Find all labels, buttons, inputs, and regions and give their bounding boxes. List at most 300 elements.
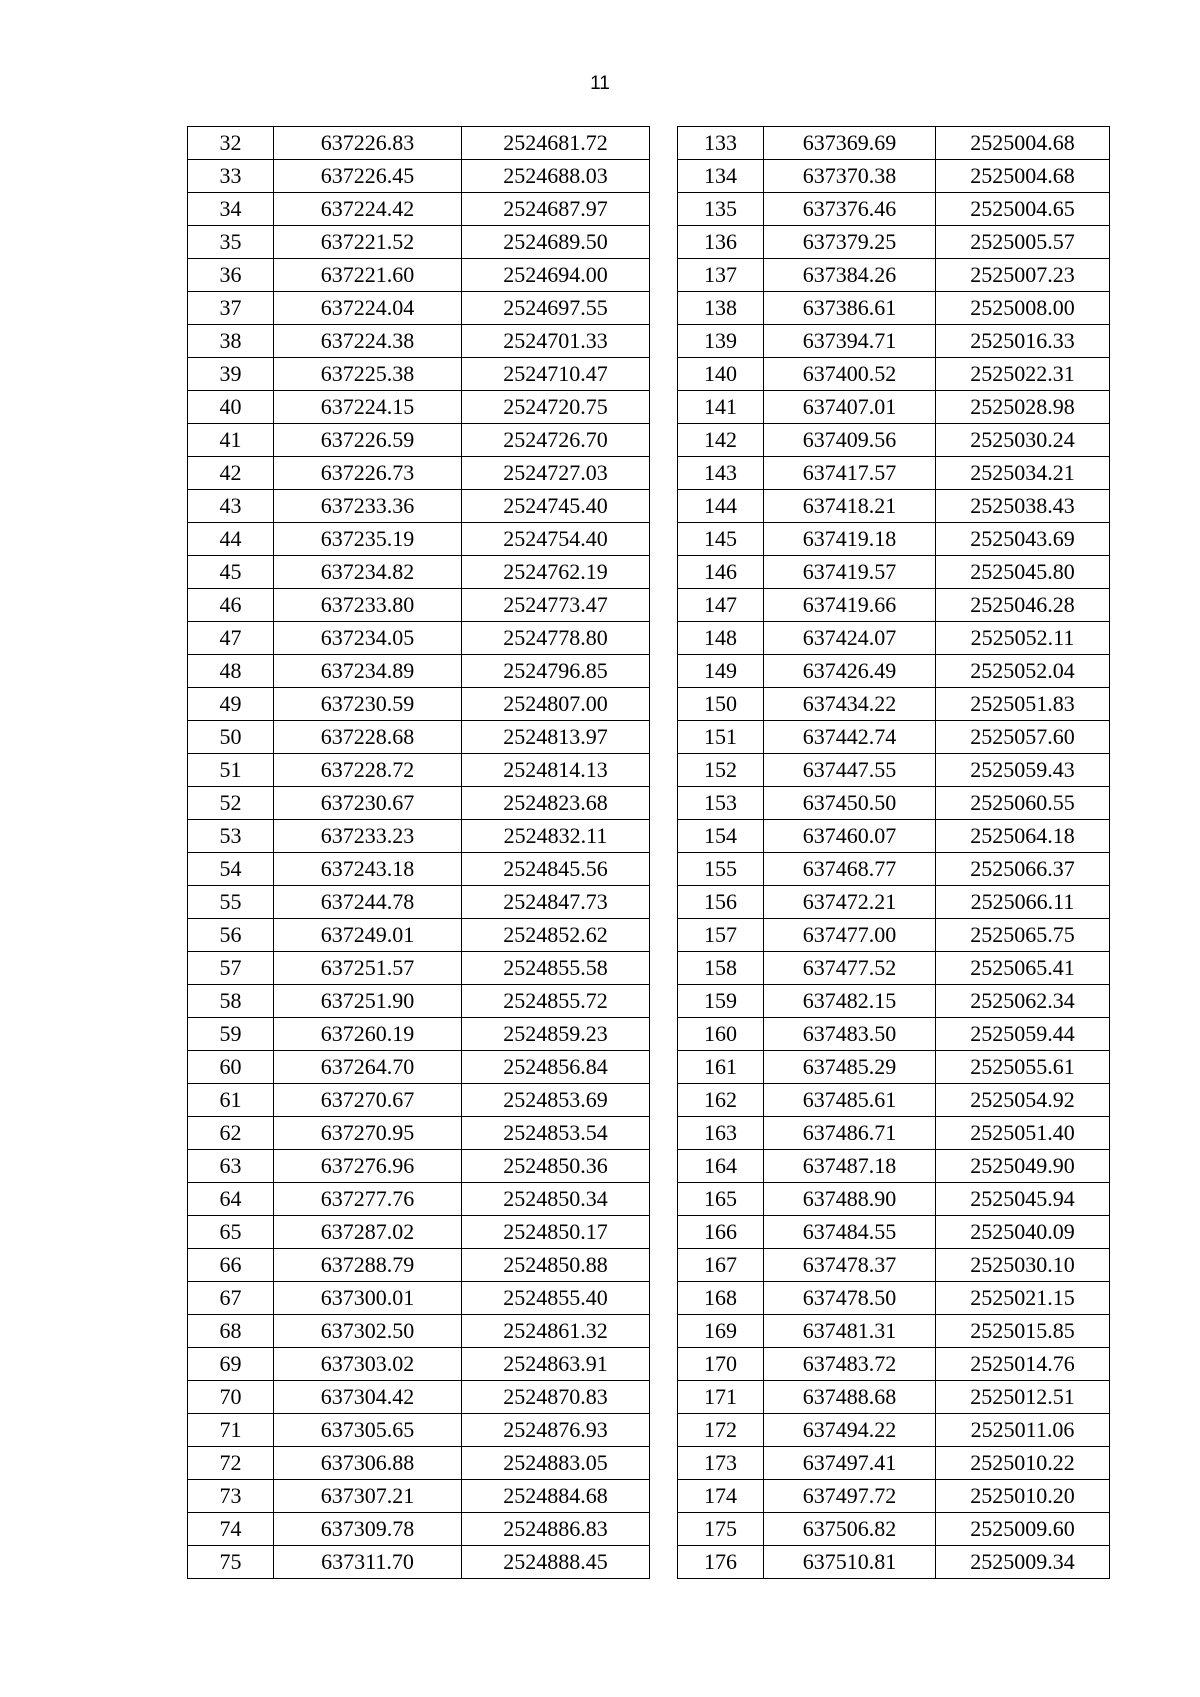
y-coordinate-cell: 2525034.21: [936, 457, 1110, 490]
y-coordinate-cell: 2525004.65: [936, 193, 1110, 226]
table-row: [188, 1315, 650, 1348]
x-coordinate-cell: 637300.01: [274, 1282, 462, 1315]
table-row: [188, 490, 650, 523]
table-row: [678, 1480, 1110, 1513]
table-row: [678, 1513, 1110, 1546]
table-row: [678, 1348, 1110, 1381]
point-number-cell: 74: [188, 1513, 274, 1546]
table-row: [188, 886, 650, 919]
y-coordinate-cell: 2524754.40: [462, 523, 650, 556]
x-coordinate-cell: 637477.00: [764, 919, 936, 952]
table-row: [678, 358, 1110, 391]
x-coordinate-cell: 637434.22: [764, 688, 936, 721]
y-coordinate-cell: 2525046.28: [936, 589, 1110, 622]
table-row: [188, 655, 650, 688]
table-row: [678, 787, 1110, 820]
point-number-cell: 62: [188, 1117, 274, 1150]
x-coordinate-cell: 637472.21: [764, 886, 936, 919]
table-row: [188, 127, 650, 160]
point-number-cell: 69: [188, 1348, 274, 1381]
x-coordinate-cell: 637407.01: [764, 391, 936, 424]
table-row: [188, 325, 650, 358]
x-coordinate-cell: 637244.78: [274, 886, 462, 919]
y-coordinate-cell: 2524850.34: [462, 1183, 650, 1216]
point-number-cell: 56: [188, 919, 274, 952]
table-row: [678, 1051, 1110, 1084]
table-row: [678, 127, 1110, 160]
y-coordinate-cell: 2525059.43: [936, 754, 1110, 787]
y-coordinate-cell: 2524823.68: [462, 787, 650, 820]
x-coordinate-cell: 637234.05: [274, 622, 462, 655]
table-row: [678, 325, 1110, 358]
x-coordinate-cell: 637234.82: [274, 556, 462, 589]
table-row: [678, 886, 1110, 919]
table-row: [188, 1414, 650, 1447]
x-coordinate-cell: 637233.80: [274, 589, 462, 622]
table-row: [188, 952, 650, 985]
x-coordinate-cell: 637369.69: [764, 127, 936, 160]
table-row: [188, 820, 650, 853]
x-coordinate-cell: 637442.74: [764, 721, 936, 754]
x-coordinate-cell: 637243.18: [274, 853, 462, 886]
y-coordinate-cell: 2525052.11: [936, 622, 1110, 655]
y-coordinate-cell: 2524694.00: [462, 259, 650, 292]
point-number-cell: 175: [678, 1513, 764, 1546]
y-coordinate-cell: 2524850.88: [462, 1249, 650, 1282]
y-coordinate-cell: 2525038.43: [936, 490, 1110, 523]
x-coordinate-cell: 637497.41: [764, 1447, 936, 1480]
y-coordinate-cell: 2524689.50: [462, 226, 650, 259]
y-coordinate-cell: 2524861.32: [462, 1315, 650, 1348]
y-coordinate-cell: 2525028.98: [936, 391, 1110, 424]
y-coordinate-cell: 2524701.33: [462, 325, 650, 358]
table-row: [678, 853, 1110, 886]
point-number-cell: 160: [678, 1018, 764, 1051]
x-coordinate-cell: 637483.50: [764, 1018, 936, 1051]
point-number-cell: 49: [188, 688, 274, 721]
table-row: [188, 853, 650, 886]
table-row: [678, 226, 1110, 259]
table-row: [678, 1150, 1110, 1183]
x-coordinate-cell: 637303.02: [274, 1348, 462, 1381]
y-coordinate-cell: 2525065.41: [936, 952, 1110, 985]
y-coordinate-cell: 2524688.03: [462, 160, 650, 193]
point-number-cell: 34: [188, 193, 274, 226]
y-coordinate-cell: 2524876.93: [462, 1414, 650, 1447]
point-number-cell: 139: [678, 325, 764, 358]
x-coordinate-cell: 637228.68: [274, 721, 462, 754]
point-number-cell: 151: [678, 721, 764, 754]
x-coordinate-cell: 637306.88: [274, 1447, 462, 1480]
table-row: [188, 622, 650, 655]
y-coordinate-cell: 2525021.15: [936, 1282, 1110, 1315]
y-coordinate-cell: 2524886.83: [462, 1513, 650, 1546]
point-number-cell: 37: [188, 292, 274, 325]
point-number-cell: 176: [678, 1546, 764, 1579]
point-number-cell: 53: [188, 820, 274, 853]
table-row: [188, 1117, 650, 1150]
table-row: [188, 259, 650, 292]
x-coordinate-cell: 637270.67: [274, 1084, 462, 1117]
table-row: [678, 1216, 1110, 1249]
x-coordinate-cell: 637485.29: [764, 1051, 936, 1084]
point-number-cell: 57: [188, 952, 274, 985]
table-row: [678, 259, 1110, 292]
table-row: [188, 589, 650, 622]
x-coordinate-cell: 637276.96: [274, 1150, 462, 1183]
point-number-cell: 43: [188, 490, 274, 523]
table-row: [188, 160, 650, 193]
y-coordinate-cell: 2525004.68: [936, 160, 1110, 193]
table-row: [678, 1447, 1110, 1480]
x-coordinate-cell: 637251.57: [274, 952, 462, 985]
x-coordinate-cell: 637424.07: [764, 622, 936, 655]
point-number-cell: 172: [678, 1414, 764, 1447]
x-coordinate-cell: 637288.79: [274, 1249, 462, 1282]
point-number-cell: 63: [188, 1150, 274, 1183]
table-row: [188, 1546, 650, 1579]
table-row: [188, 193, 650, 226]
point-number-cell: 153: [678, 787, 764, 820]
y-coordinate-cell: 2525054.92: [936, 1084, 1110, 1117]
point-number-cell: 146: [678, 556, 764, 589]
point-number-cell: 157: [678, 919, 764, 952]
x-coordinate-cell: 637305.65: [274, 1414, 462, 1447]
y-coordinate-cell: 2525051.40: [936, 1117, 1110, 1150]
x-coordinate-cell: 637418.21: [764, 490, 936, 523]
y-coordinate-cell: 2524855.40: [462, 1282, 650, 1315]
table-row: [678, 1315, 1110, 1348]
point-number-cell: 159: [678, 985, 764, 1018]
x-coordinate-cell: 637486.71: [764, 1117, 936, 1150]
point-number-cell: 133: [678, 127, 764, 160]
x-coordinate-cell: 637468.77: [764, 853, 936, 886]
point-number-cell: 134: [678, 160, 764, 193]
point-number-cell: 75: [188, 1546, 274, 1579]
point-number-cell: 163: [678, 1117, 764, 1150]
x-coordinate-cell: 637488.90: [764, 1183, 936, 1216]
point-number-cell: 51: [188, 754, 274, 787]
y-coordinate-cell: 2525060.55: [936, 787, 1110, 820]
point-number-cell: 145: [678, 523, 764, 556]
point-number-cell: 171: [678, 1381, 764, 1414]
x-coordinate-cell: 637450.50: [764, 787, 936, 820]
table-row: [188, 1051, 650, 1084]
coordinate-table-left: [187, 126, 650, 1579]
y-coordinate-cell: 2524863.91: [462, 1348, 650, 1381]
x-coordinate-cell: 637447.55: [764, 754, 936, 787]
point-number-cell: 50: [188, 721, 274, 754]
y-coordinate-cell: 2524853.69: [462, 1084, 650, 1117]
x-coordinate-cell: 637419.66: [764, 589, 936, 622]
point-number-cell: 32: [188, 127, 274, 160]
y-coordinate-cell: 2524832.11: [462, 820, 650, 853]
point-number-cell: 148: [678, 622, 764, 655]
y-coordinate-cell: 2524855.58: [462, 952, 650, 985]
table-row: [678, 1414, 1110, 1447]
point-number-cell: 141: [678, 391, 764, 424]
point-number-cell: 44: [188, 523, 274, 556]
y-coordinate-cell: 2524888.45: [462, 1546, 650, 1579]
table-row: [678, 1381, 1110, 1414]
x-coordinate-cell: 637488.68: [764, 1381, 936, 1414]
table-row: [188, 787, 650, 820]
point-number-cell: 162: [678, 1084, 764, 1117]
y-coordinate-cell: 2525043.69: [936, 523, 1110, 556]
point-number-cell: 143: [678, 457, 764, 490]
x-coordinate-cell: 637224.15: [274, 391, 462, 424]
point-number-cell: 55: [188, 886, 274, 919]
x-coordinate-cell: 637233.36: [274, 490, 462, 523]
y-coordinate-cell: 2525010.20: [936, 1480, 1110, 1513]
point-number-cell: 156: [678, 886, 764, 919]
table-row: [678, 292, 1110, 325]
table-row: [678, 1183, 1110, 1216]
table-row: [188, 226, 650, 259]
x-coordinate-cell: 637478.37: [764, 1249, 936, 1282]
y-coordinate-cell: 2524687.97: [462, 193, 650, 226]
table-row: [188, 1480, 650, 1513]
table-row: [188, 1348, 650, 1381]
y-coordinate-cell: 2524727.03: [462, 457, 650, 490]
x-coordinate-cell: 637481.31: [764, 1315, 936, 1348]
y-coordinate-cell: 2525030.10: [936, 1249, 1110, 1282]
table-row: [678, 1282, 1110, 1315]
point-number-cell: 158: [678, 952, 764, 985]
point-number-cell: 41: [188, 424, 274, 457]
y-coordinate-cell: 2525055.61: [936, 1051, 1110, 1084]
point-number-cell: 174: [678, 1480, 764, 1513]
table-row: [188, 919, 650, 952]
x-coordinate-cell: 637311.70: [274, 1546, 462, 1579]
point-number-cell: 154: [678, 820, 764, 853]
table-row: [188, 556, 650, 589]
x-coordinate-cell: 637497.72: [764, 1480, 936, 1513]
y-coordinate-cell: 2524859.23: [462, 1018, 650, 1051]
y-coordinate-cell: 2525009.60: [936, 1513, 1110, 1546]
y-coordinate-cell: 2525010.22: [936, 1447, 1110, 1480]
table-row: [678, 1018, 1110, 1051]
y-coordinate-cell: 2525005.57: [936, 226, 1110, 259]
x-coordinate-cell: 637379.25: [764, 226, 936, 259]
x-coordinate-cell: 637478.50: [764, 1282, 936, 1315]
y-coordinate-cell: 2524745.40: [462, 490, 650, 523]
y-coordinate-cell: 2525066.11: [936, 886, 1110, 919]
x-coordinate-cell: 637249.01: [274, 919, 462, 952]
y-coordinate-cell: 2524720.75: [462, 391, 650, 424]
x-coordinate-cell: 637226.83: [274, 127, 462, 160]
table-row: [678, 457, 1110, 490]
table-row: [678, 424, 1110, 457]
x-coordinate-cell: 637384.26: [764, 259, 936, 292]
point-number-cell: 167: [678, 1249, 764, 1282]
x-coordinate-cell: 637251.90: [274, 985, 462, 1018]
table-row: [188, 985, 650, 1018]
point-number-cell: 64: [188, 1183, 274, 1216]
y-coordinate-cell: 2524850.17: [462, 1216, 650, 1249]
x-coordinate-cell: 637494.22: [764, 1414, 936, 1447]
table-row: [188, 358, 650, 391]
x-coordinate-cell: 637225.38: [274, 358, 462, 391]
table-row: [678, 490, 1110, 523]
y-coordinate-cell: 2525022.31: [936, 358, 1110, 391]
y-coordinate-cell: 2524710.47: [462, 358, 650, 391]
point-number-cell: 42: [188, 457, 274, 490]
x-coordinate-cell: 637394.71: [764, 325, 936, 358]
table-row: [678, 919, 1110, 952]
point-number-cell: 70: [188, 1381, 274, 1414]
point-number-cell: 59: [188, 1018, 274, 1051]
table-row: [678, 1546, 1110, 1579]
y-coordinate-cell: 2524807.00: [462, 688, 650, 721]
page-number: 11: [590, 73, 610, 94]
x-coordinate-cell: 637235.19: [274, 523, 462, 556]
y-coordinate-cell: 2525064.18: [936, 820, 1110, 853]
x-coordinate-cell: 637484.55: [764, 1216, 936, 1249]
point-number-cell: 65: [188, 1216, 274, 1249]
point-number-cell: 48: [188, 655, 274, 688]
point-number-cell: 35: [188, 226, 274, 259]
y-coordinate-cell: 2525045.80: [936, 556, 1110, 589]
point-number-cell: 165: [678, 1183, 764, 1216]
y-coordinate-cell: 2525049.90: [936, 1150, 1110, 1183]
y-coordinate-cell: 2525045.94: [936, 1183, 1110, 1216]
point-number-cell: 135: [678, 193, 764, 226]
point-number-cell: 68: [188, 1315, 274, 1348]
y-coordinate-cell: 2525004.68: [936, 127, 1110, 160]
x-coordinate-cell: 637226.59: [274, 424, 462, 457]
x-coordinate-cell: 637224.04: [274, 292, 462, 325]
y-coordinate-cell: 2524850.36: [462, 1150, 650, 1183]
point-number-cell: 72: [188, 1447, 274, 1480]
coordinate-table-right: [677, 126, 1110, 1579]
x-coordinate-cell: 637233.23: [274, 820, 462, 853]
y-coordinate-cell: 2524814.13: [462, 754, 650, 787]
x-coordinate-cell: 637260.19: [274, 1018, 462, 1051]
point-number-cell: 137: [678, 259, 764, 292]
y-coordinate-cell: 2524778.80: [462, 622, 650, 655]
x-coordinate-cell: 637302.50: [274, 1315, 462, 1348]
y-coordinate-cell: 2524726.70: [462, 424, 650, 457]
table-row: [678, 1249, 1110, 1282]
y-coordinate-cell: 2525030.24: [936, 424, 1110, 457]
point-number-cell: 45: [188, 556, 274, 589]
y-coordinate-cell: 2525062.34: [936, 985, 1110, 1018]
point-number-cell: 66: [188, 1249, 274, 1282]
table-row: [188, 1216, 650, 1249]
x-coordinate-cell: 637386.61: [764, 292, 936, 325]
table-row: [678, 754, 1110, 787]
table-row: [188, 1381, 650, 1414]
x-coordinate-cell: 637221.60: [274, 259, 462, 292]
x-coordinate-cell: 637482.15: [764, 985, 936, 1018]
point-number-cell: 164: [678, 1150, 764, 1183]
y-coordinate-cell: 2524855.72: [462, 985, 650, 1018]
x-coordinate-cell: 637230.59: [274, 688, 462, 721]
x-coordinate-cell: 637226.73: [274, 457, 462, 490]
y-coordinate-cell: 2524845.56: [462, 853, 650, 886]
y-coordinate-cell: 2525007.23: [936, 259, 1110, 292]
table-row: [188, 391, 650, 424]
x-coordinate-cell: 637287.02: [274, 1216, 462, 1249]
x-coordinate-cell: 637376.46: [764, 193, 936, 226]
y-coordinate-cell: 2524852.62: [462, 919, 650, 952]
x-coordinate-cell: 637483.72: [764, 1348, 936, 1381]
y-coordinate-cell: 2524853.54: [462, 1117, 650, 1150]
point-number-cell: 166: [678, 1216, 764, 1249]
point-number-cell: 39: [188, 358, 274, 391]
x-coordinate-cell: 637477.52: [764, 952, 936, 985]
x-coordinate-cell: 637370.38: [764, 160, 936, 193]
table-row: [678, 556, 1110, 589]
y-coordinate-cell: 2524884.68: [462, 1480, 650, 1513]
y-coordinate-cell: 2525008.00: [936, 292, 1110, 325]
point-number-cell: 173: [678, 1447, 764, 1480]
x-coordinate-cell: 637426.49: [764, 655, 936, 688]
point-number-cell: 47: [188, 622, 274, 655]
point-number-cell: 155: [678, 853, 764, 886]
table-row: [678, 523, 1110, 556]
table-row: [678, 1117, 1110, 1150]
point-number-cell: 38: [188, 325, 274, 358]
y-coordinate-cell: 2525012.51: [936, 1381, 1110, 1414]
table-row: [678, 160, 1110, 193]
point-number-cell: 33: [188, 160, 274, 193]
y-coordinate-cell: 2524762.19: [462, 556, 650, 589]
y-coordinate-cell: 2524883.05: [462, 1447, 650, 1480]
table-row: [188, 457, 650, 490]
x-coordinate-cell: 637485.61: [764, 1084, 936, 1117]
table-row: [678, 985, 1110, 1018]
x-coordinate-cell: 637221.52: [274, 226, 462, 259]
table-row: [188, 424, 650, 457]
x-coordinate-cell: 637234.89: [274, 655, 462, 688]
y-coordinate-cell: 2525015.85: [936, 1315, 1110, 1348]
table-row: [678, 391, 1110, 424]
y-coordinate-cell: 2525011.06: [936, 1414, 1110, 1447]
y-coordinate-cell: 2525057.60: [936, 721, 1110, 754]
y-coordinate-cell: 2525066.37: [936, 853, 1110, 886]
point-number-cell: 71: [188, 1414, 274, 1447]
x-coordinate-cell: 637419.18: [764, 523, 936, 556]
table-row: [678, 1084, 1110, 1117]
x-coordinate-cell: 637460.07: [764, 820, 936, 853]
table-row: [188, 1084, 650, 1117]
point-number-cell: 169: [678, 1315, 764, 1348]
x-coordinate-cell: 637277.76: [274, 1183, 462, 1216]
table-row: [188, 1018, 650, 1051]
y-coordinate-cell: 2525059.44: [936, 1018, 1110, 1051]
table-row: [188, 1513, 650, 1546]
x-coordinate-cell: 637309.78: [274, 1513, 462, 1546]
x-coordinate-cell: 637510.81: [764, 1546, 936, 1579]
table-row: [678, 589, 1110, 622]
point-number-cell: 60: [188, 1051, 274, 1084]
table-row: [188, 754, 650, 787]
y-coordinate-cell: 2524697.55: [462, 292, 650, 325]
x-coordinate-cell: 637270.95: [274, 1117, 462, 1150]
table-row: [188, 1447, 650, 1480]
y-coordinate-cell: 2524847.73: [462, 886, 650, 919]
table-row: [678, 820, 1110, 853]
y-coordinate-cell: 2524870.83: [462, 1381, 650, 1414]
x-coordinate-cell: 637417.57: [764, 457, 936, 490]
point-number-cell: 170: [678, 1348, 764, 1381]
point-number-cell: 142: [678, 424, 764, 457]
table-row: [678, 688, 1110, 721]
point-number-cell: 161: [678, 1051, 764, 1084]
table-row: [188, 721, 650, 754]
